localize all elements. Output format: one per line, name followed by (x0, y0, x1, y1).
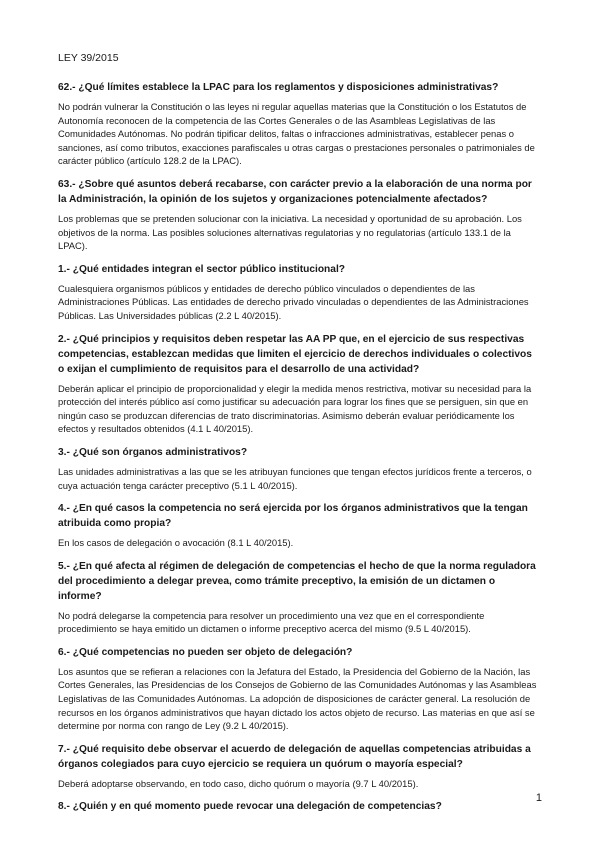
answer: No podrá delegarse la competencia para resolver un procedimiento una vez que en el correspondiente procedimiento se haya emitido un dictamen o informe preceptivo acerca del mismo (9.5 L 40/2015). (58, 609, 485, 635)
document-page (58, 52, 540, 819)
answer: Los asuntos que se refieran a relaciones con la Jefatura del Estado, la Presidencia del Gobierno de la Nación, las Cortes Generales, las Presidencias de los Consejos de Gobierno de las Comunidades Autónomas y las Asambleas Legislativas de las Comunidades Autónomas. La adopción de disposiciones de carácter general. La resolución de recursos en los órganos administrativos que hayan dictado los actos objeto de recurso. Las materias en que así se determine por norma con rango de Ley (9.2 L 40/2015). (58, 665, 537, 732)
question-block (58, 445, 540, 492)
question: 1.- ¿Qué entidades integran el sector público institucional? (58, 263, 345, 275)
question: 4.- ¿En qué casos la competencia no será ejercida por los órganos administrativos que la tengan atribuida como propia? (58, 503, 528, 530)
answer: No podrán vulnerar la Constitución o las leyes ni regular aquellas materias que la Constitución o los Estatutos de Autonomía reconocen de la competencia de las Cortes Generales o de las Asambleas Legislativas de las Comunidades Autónomas. No podrán tipificar delitos, faltas o infracciones administrativas, establecer penas o sanciones, así como tributos, exacciones parafiscales u otras cargas o prestaciones personales o patrimoniales de carácter público (artículo 128.2 de la LPAC). (58, 101, 535, 167)
question-block (58, 799, 540, 814)
page-number: 1 (535, 792, 542, 804)
answer: Deberán aplicar el principio de proporcionalidad y elegir la medida menos restrictiva, motivar su necesidad para la protección del interés público así como justificar su adecuación para lograr los fines que se persiguen, sin que en ningún caso se produzcan diferencias de trato discriminatorias. Asimismo deberán evaluar periódicamente los efectos y resultados obtenidos (4.1 L 40/2015). (58, 382, 532, 435)
question-block (58, 332, 540, 436)
question-block (58, 177, 540, 253)
answer: Las unidades administrativas a las que se les atribuyan funciones que tengan efectos jurídicos frente a terceros, o cuya actuación tenga carácter preceptivo (5.1 L 40/2015). (58, 465, 532, 491)
question: 5.- ¿En qué afecta al régimen de delegación de competencias el hecho de que la norma reguladora del procedimiento a delegar prevea, como trámite preceptivo, la emisión de un dictamen o informe? (58, 560, 536, 602)
answer: Los problemas que se pretenden solucionar con la iniciativa. La necesidad y oportunidad de su aprobación. Los objetivos de la norma. Las posibles soluciones alternativas regulatorias y no regulatorias (artículo 133.1 de la LPAC). (58, 212, 522, 252)
question: 8.- ¿Quién y en qué momento puede revocar una delegación de competencias? (58, 801, 442, 813)
question-block (58, 80, 540, 168)
question-block (58, 501, 540, 550)
question-block (58, 262, 540, 323)
answer: Cualesquiera organismos públicos y entidades de derecho público vinculados o dependientes de las Administraciones Públicas. Las entidades de derecho privado vinculadas o dependientes de las Administraciones Públicas. Las Universidades públicas (2.2 L 40/2015). (58, 282, 529, 321)
question: 6.- ¿Qué competencias no pueden ser objeto de delegación? (58, 646, 353, 658)
question-block (58, 559, 540, 636)
question: 63.- ¿Sobre qué asuntos deberá recabarse, con carácter previo a la elaboración de una norma por la Administración, la opinión de los sujetos y organizaciones potencialmente afectados? (58, 178, 532, 205)
question: 3.- ¿Qué son órganos administrativos? (58, 446, 248, 458)
question: 62.- ¿Qué límites establece la LPAC para los reglamentos y disposiciones administrativas? (58, 82, 499, 93)
document-title: LEY 39/2015 (58, 52, 119, 64)
question-block (58, 645, 540, 733)
question-block (58, 742, 540, 791)
question: 2.- ¿Qué principios y requisitos deben respetar las AA PP que, en el ejercicio de sus respectivas competencias, establezcan medidas que limiten el ejercicio de derechos individuales o colectivos o exijan el cumplimiento de requisitos para el desarrollo de una actividad? (58, 333, 532, 375)
answer: Deberá adoptarse observando, en todo caso, dicho quórum o mayoría (9.7 L 40/2015). (58, 777, 419, 789)
question: 7.- ¿Qué requisito debe observar el acuerdo de delegación de aquellas competencias atribuidas a órganos colegiados para cuyo ejercicio se requiera un quórum o mayoría especial? (58, 743, 531, 770)
answer: En los casos de delegación o avocación (8.1 L 40/2015). (58, 537, 294, 549)
